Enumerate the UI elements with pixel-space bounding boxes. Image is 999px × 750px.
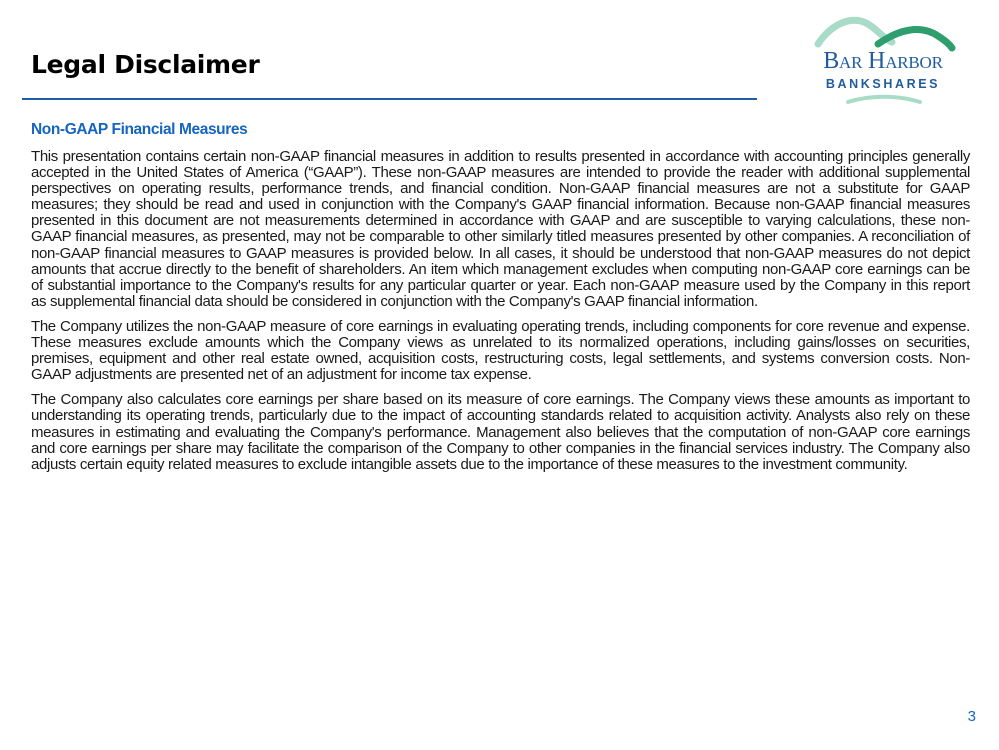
slide-title: Legal Disclaimer [31, 50, 260, 79]
disclaimer-paragraph-1: This presentation contains certain non-GAAP financial measures in addition to results presented in accordance with accounting principles generally accepted in the United States of America (“GAAP”). These non-GAAP measures are intended to provide the reader with additional supplemental perspectives on operating results, performance trends, and financial condition. Non-GAAP financial measures are not a substitute for GAAP measures; they should be read and used in conjunction with the Company's GAAP financial information. Because non-GAAP financial measures presented in this document are not measurements determined in accordance with GAAP and are susceptible to varying calculations, these non-GAAP financial measures, as presented, may not be comparable to other similarly titled measures presented by other companies. A reconciliation of non-GAAP financial measures to GAAP measures is provided below. In all cases, it should be understood that non-GAAP measures do not depict amounts that accrue directly to the benefit of shareholders. An item which management excludes when computing non-GAAP core earnings can be of substantial importance to the Company's results for any particular quarter or year. Each non-GAAP measure used by the Company in this report as supplemental financial data should be considered in conjunction with the Company's GAAP financial information. [31, 148, 970, 310]
disclaimer-paragraph-2: The Company utilizes the non-GAAP measure of core earnings in evaluating operating trends, including components for core revenue and expense. These measures exclude amounts which the Company views as unrelated to its normalized operations, including gains/losses on securities, premises, equipment and other real estate owned, acquisition costs, restructuring costs, legal settlements, and systems conversion costs. Non-GAAP adjustments are presented net of an adjustment for income tax expense. [31, 317, 970, 384]
title-divider [22, 98, 757, 100]
page-number: 3 [967, 708, 976, 725]
disclaimer-body [31, 149, 970, 482]
logo-name: Bar Harbor [823, 48, 943, 74]
bar-harbor-logo [800, 12, 966, 110]
disclaimer-paragraph-3: The Company also calculates core earnings per share based on its measure of core earnings. The Company views these amounts as important to understanding its operating trends, particularly due to the impact of accounting standards related to acquisition activity. Analysts also rely on these measures in estimating and evaluating the Company's performance. Management also believes that the computation of non-GAAP core earnings and core earnings per share may facilitate the comparison of the Company to other companies in the financial services industry. The Company also adjusts certain equity related measures to exclude intangible assets due to the importance of these measures to the investment community. [31, 391, 970, 473]
logo-subtitle: BANKSHARES [825, 77, 941, 91]
section-heading: Non-GAAP Financial Measures [31, 121, 248, 138]
